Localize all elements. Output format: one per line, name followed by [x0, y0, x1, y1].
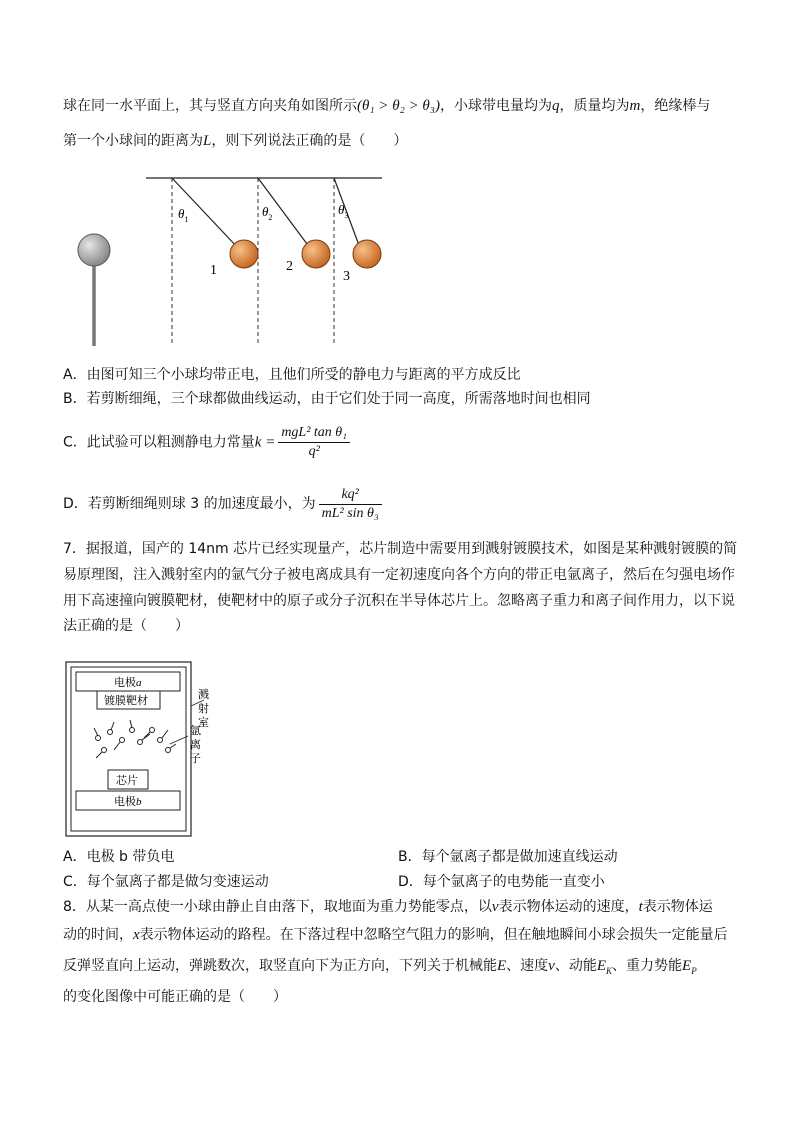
q7-option-a: A．电极 b 带负电: [63, 849, 175, 865]
ball-2-number: 2: [286, 259, 293, 274]
q7-option-d: D．每个氩离子的电势能一直变小: [398, 874, 605, 890]
ball-1-number: 1: [210, 263, 217, 278]
chamber-label-3: 室: [198, 716, 209, 729]
ion-label-1: 氩: [190, 724, 201, 737]
q6-option-d: D．若剪断细绳则球 3 的加速度最小，为 $\frac{\text{kq²}}{\text{mL² sin θ₃}}$: [63, 485, 385, 523]
ion-leader: [170, 736, 188, 744]
ball-1: [230, 240, 258, 268]
ion-label-2: 离: [190, 738, 201, 751]
q8-stem-line4: 的变化图像中可能正确的是（ ）: [63, 989, 287, 1005]
chamber-label-1: 溅: [198, 688, 209, 701]
q7-stem-line4: 法正确的是（ ）: [63, 618, 189, 634]
electrode-a-label: 电极a: [114, 676, 142, 689]
option-d-fraction: $\frac{\text{kq²}}{\text{mL² sin θ₃}}$: [319, 486, 382, 523]
target-label: 镀膜靶材: [104, 694, 148, 707]
argon-ions: [94, 720, 176, 758]
q6-option-a: A．由图可知三个小球均带正电，且他们所受的静电力与距离的平方成反比: [63, 367, 521, 383]
q6-stem-line2: 第一个小球间的距离为L，则下列说法正确的是（ ）: [63, 133, 408, 149]
ball-3-number: 3: [343, 269, 350, 284]
electrode-b-label: 电极b: [114, 795, 142, 808]
ball-2: [302, 240, 330, 268]
ball-3: [353, 240, 381, 268]
q7-stem-line1: 7．据报道，国产的 14nm 芯片已经实现量产，芯片制造中需要用到溅射镀膜技术，如图是某种溅射镀膜的简: [63, 541, 738, 557]
sputtering-figure: [64, 660, 234, 840]
q7-stem-line3: 用下高速撞向镀膜靶材，使靶材中的原子或分子沉积在半导体芯片上。忽略离子重力和离子间作用力，以下说: [63, 593, 735, 609]
mass-symbol: m: [629, 98, 641, 114]
q8-stem-line1: 8．从某一高点使一小球由静止自由落下，取地面为重力势能零点，以v表示物体运动的速度，t表示物体运: [63, 899, 713, 915]
theta-condition: (θ₁ > θ₂ > θ₃): [357, 98, 440, 114]
theta2-label: $\theta_2$: [262, 204, 273, 222]
q7-stem-line2: 易原理图，注入溅射室内的氩气分子被电离成具有一定初速度向各个方向的带正电氩离子，然后在匀强电场作: [63, 567, 735, 583]
ion-label-3: 子: [190, 752, 201, 765]
option-c-fraction: $\frac{\text{mgL² tan θ₁}}{\text{q²}}$: [278, 424, 350, 461]
theta1-label: $\theta_1$: [178, 206, 189, 224]
q6-option-b: B．若剪断细绳，三个球都做曲线运动，由于它们处于同一高度，所需落地时间也相同: [63, 391, 591, 407]
q7-option-b: B．每个氩离子都是做加速直线运动: [398, 849, 618, 865]
length-symbol: L: [203, 133, 212, 149]
q7-option-c: C．每个氩离子都是做匀变速运动: [63, 874, 269, 890]
chip-label: 芯片: [116, 774, 138, 787]
chamber-label-2: 射: [198, 702, 209, 715]
q6-option-c: C．此试验可以粗测静电力常量k = $\frac{\text{mgL² tan θ₁}}{\text{q²}}$: [63, 424, 353, 461]
theta3-label: $\theta_3$: [338, 202, 349, 220]
q8-stem-line3: 反弹竖直向上运动，弹跳数次，取竖直向下为正方向，下列关于机械能E、速度v、动能$E_K$、重力势能$E_P$: [63, 958, 697, 976]
pendulum-figure: [60, 168, 400, 350]
q8-stem-line2: 动的时间，x表示物体运动的路程。在下落过程中忽略空气阻力的影响，但在触地瞬间小球会损失一定能量后: [63, 927, 728, 943]
rod-ball: [78, 234, 110, 266]
q6-stem-line1: 球在同一水平面上，其与竖直方向夹角如图所示(θ₁ > θ₂ > θ₃)，小球带电量均为q，质量均为m，绝缘棒与: [63, 98, 711, 114]
charge-symbol: q: [551, 98, 560, 114]
